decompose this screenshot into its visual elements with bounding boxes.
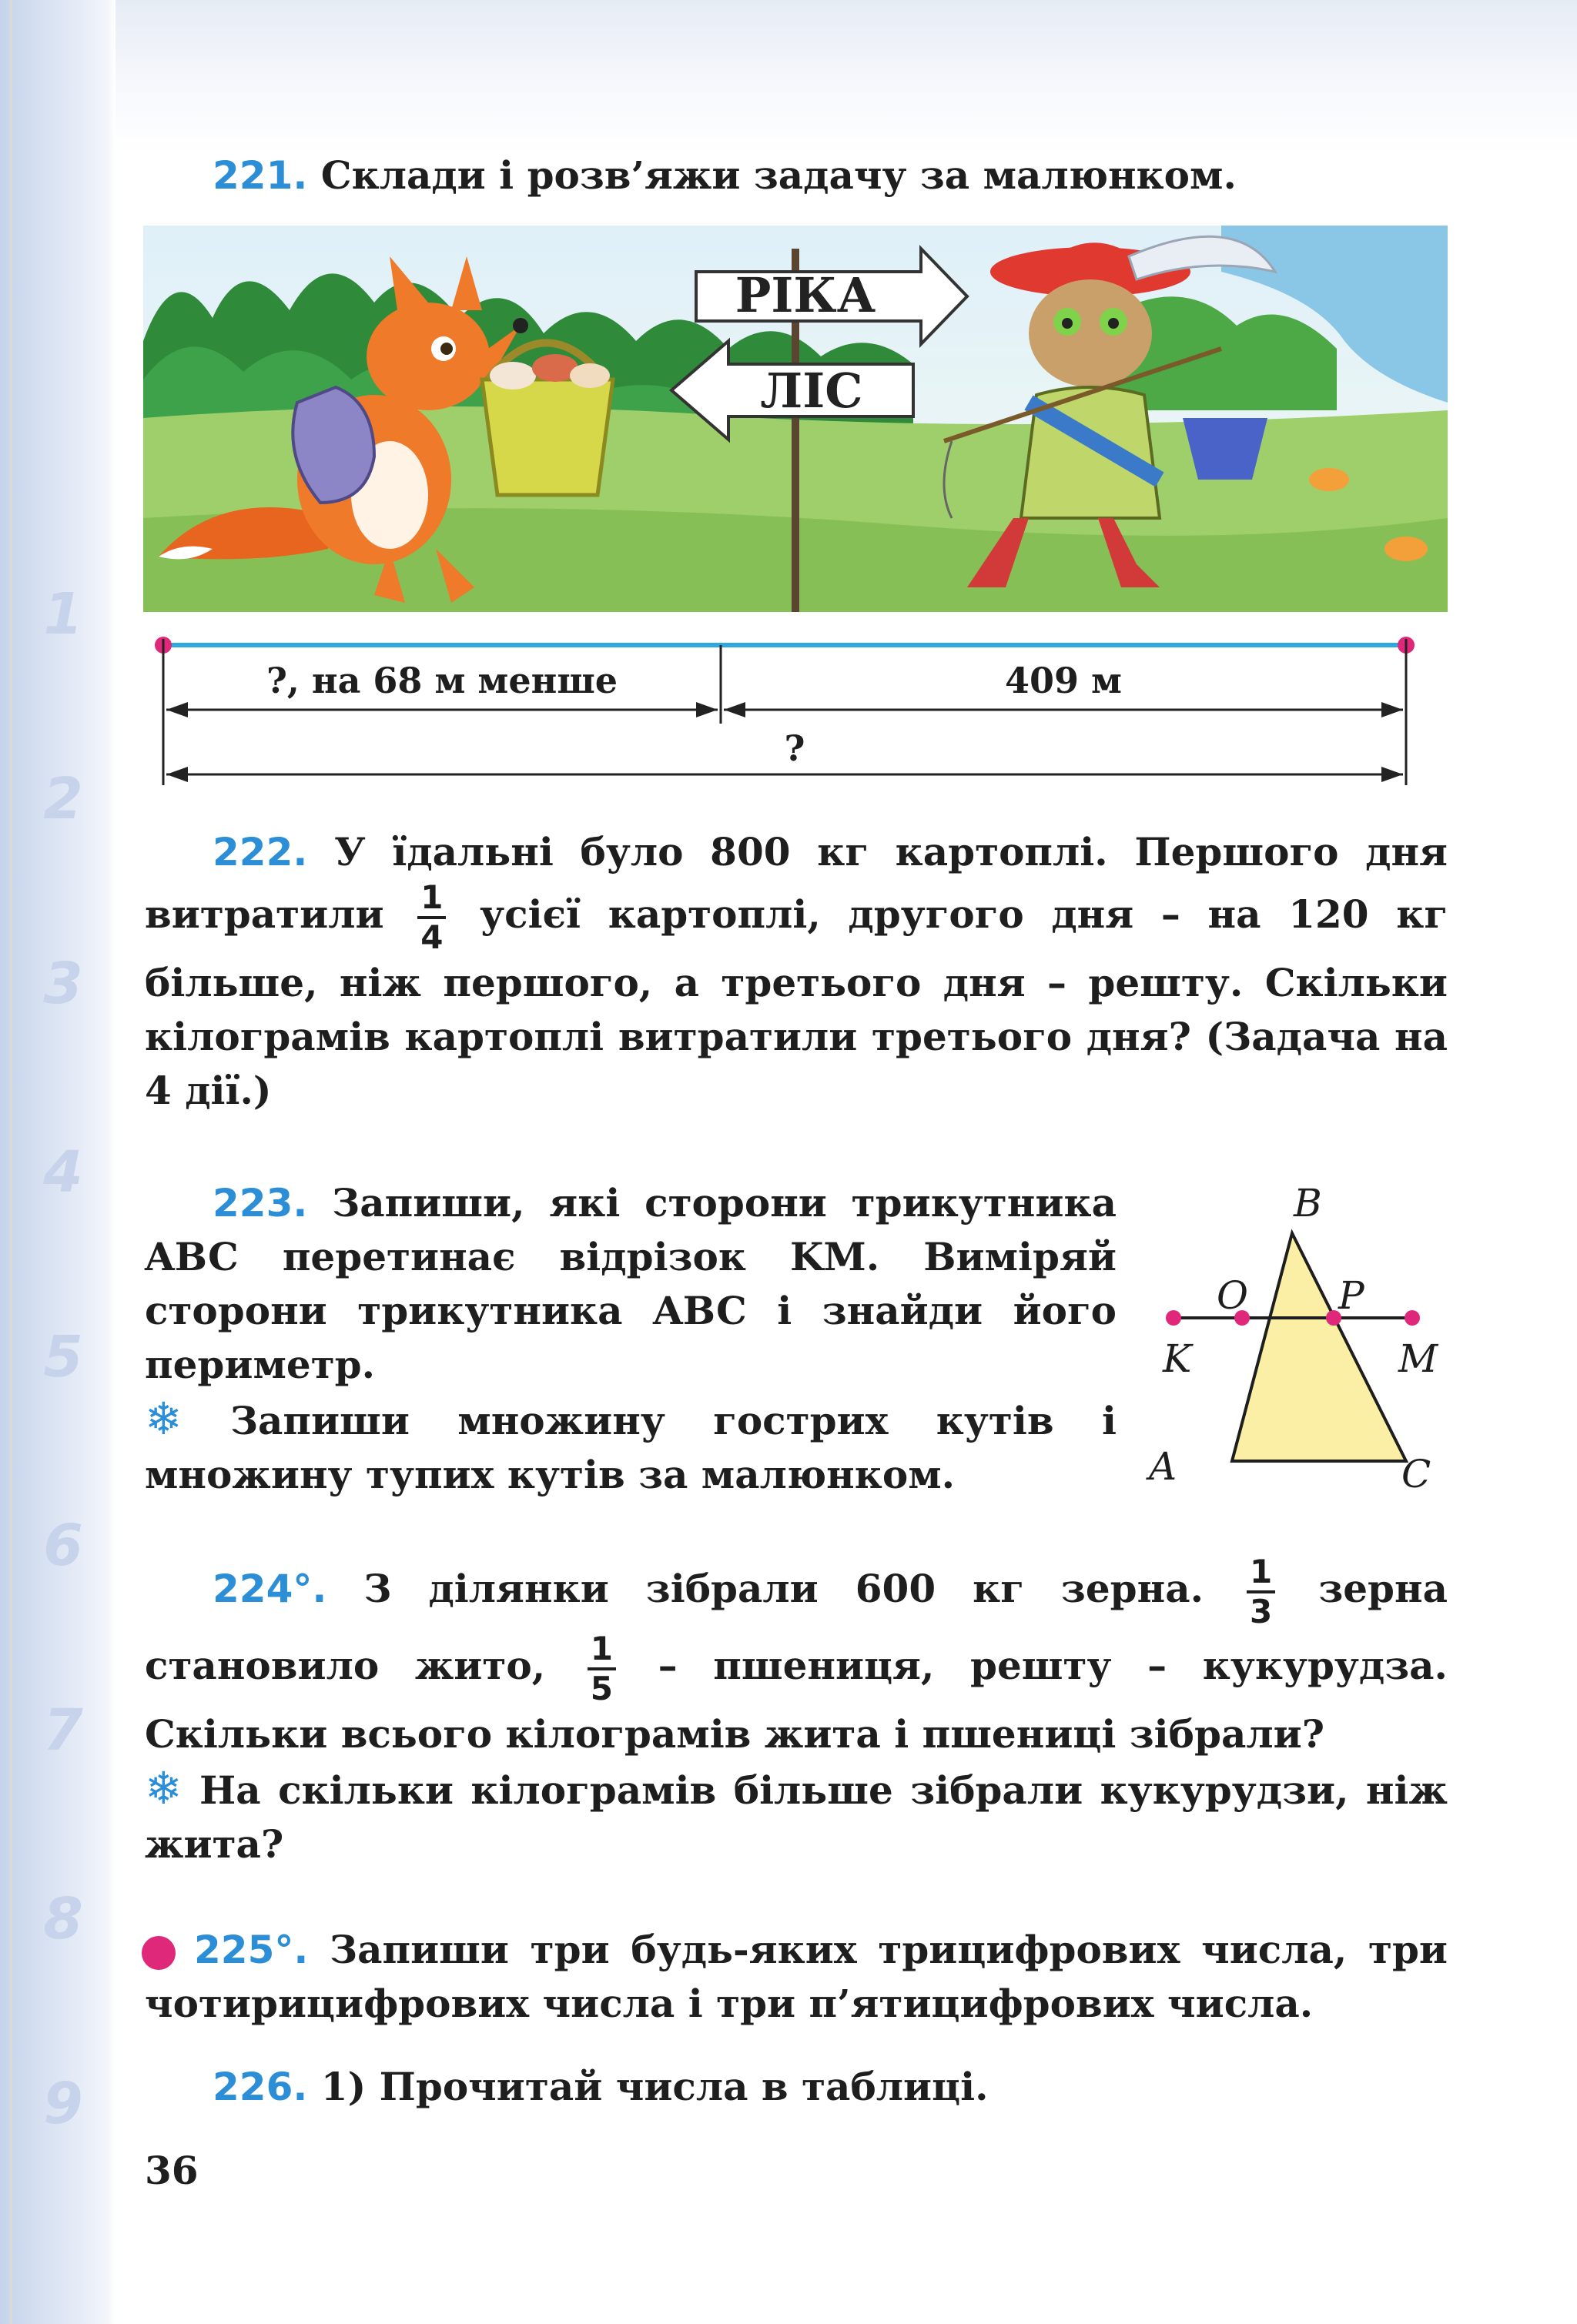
margin-digit: 3 <box>43 951 83 1017</box>
task-223 <box>145 1176 1117 1502</box>
label-b: B <box>1294 1181 1322 1226</box>
margin-digit: 9 <box>43 2071 83 2137</box>
arrow-head <box>166 702 188 717</box>
river-sign-label: РІКА <box>735 267 876 323</box>
segment-diagram <box>143 624 1448 801</box>
triangle-figure <box>1132 1178 1471 1516</box>
task-text-part: З ділянки зібрали 600 кг зерна. <box>363 1566 1204 1611</box>
task-text: 1) Прочитай числа в таблиці. <box>320 2064 989 2109</box>
task-text-part: зерна становило жито, <box>145 1566 1448 1688</box>
arrow-head <box>696 702 718 717</box>
page-number: 36 <box>145 2148 199 2193</box>
task-226 <box>145 2060 1448 2114</box>
arrow-head <box>724 702 745 717</box>
label-p: P <box>1338 1273 1364 1318</box>
point-m <box>1405 1310 1420 1326</box>
task-224 <box>145 1553 1448 1871</box>
task-text: Склади і розв’яжи задачу за малюнком. <box>320 152 1237 198</box>
margin-digit: 4 <box>43 1139 83 1205</box>
task-number: 226. <box>213 2065 308 2109</box>
fraction-denominator: 3 <box>1250 1593 1273 1630</box>
label-a: A <box>1149 1444 1177 1489</box>
fraction <box>588 1630 616 1707</box>
task-number: 222. <box>213 830 308 874</box>
fox-and-cat-illustration <box>143 226 1448 612</box>
fraction-numerator: 1 <box>1247 1553 1275 1593</box>
task-text-part: – пшениця, решту – кукурудза. Скільки всього кілограмів жита і пшениці зібрали? <box>145 1643 1448 1757</box>
margin-digit: 5 <box>43 1324 83 1390</box>
fraction-denominator: 4 <box>420 918 444 956</box>
task-number: 224°. <box>213 1567 327 1611</box>
margin-digit: 2 <box>43 766 83 832</box>
task-text: Запиши три будь-яких трицифрових числа, три чотирицифрових числа і три п’ятицифрових числа. <box>145 1927 1448 2026</box>
point-k <box>1166 1310 1181 1326</box>
triangle-abc <box>1232 1233 1406 1461</box>
task-number: 223. <box>213 1181 308 1226</box>
label-m: M <box>1398 1336 1438 1381</box>
label-o: O <box>1217 1273 1248 1318</box>
task-222 <box>145 825 1448 1118</box>
fraction-denominator: 5 <box>590 1670 613 1707</box>
task-text-part: У їдальні було 800 кг картоплі. Першого дня витратили <box>145 829 1448 937</box>
label-c: C <box>1401 1452 1431 1496</box>
margin-digit: 7 <box>43 1697 83 1764</box>
arrow-head <box>1381 702 1403 717</box>
mushroom-basket <box>482 343 613 495</box>
task-number: 225°. <box>194 1928 309 1972</box>
task-225 <box>145 1923 1448 2031</box>
fraction-numerator: 1 <box>417 879 446 919</box>
task-221 <box>145 149 1448 202</box>
fraction <box>1247 1553 1275 1630</box>
left-part-label: ?, на 68 м менше <box>266 660 618 701</box>
forest-sign-label: ЛІС <box>760 363 863 419</box>
margin-digit: 1 <box>43 581 83 647</box>
snowflake-icon: ❄ <box>145 1393 182 1445</box>
snowflake-icon: ❄ <box>145 1762 182 1814</box>
margin-digit: 8 <box>43 1886 83 1952</box>
task-text: Запиши, які сторони трикутника ABC перетинає відрізок KM. Виміряй сторони трикутника ABC і знайди його периметр. <box>145 1180 1117 1387</box>
fraction <box>417 879 446 956</box>
task-text-part: усієї картоплі, другого дня – на 120 кг більше, ніж першого, а третього дня – решту. Скільки кілограмів картоплі витратили третього дня? (Задача на 4 дії.) <box>145 891 1448 1113</box>
fraction-numerator: 1 <box>588 1630 616 1670</box>
margin-digit: 6 <box>43 1513 83 1579</box>
right-part-label: 409 м <box>1005 660 1122 701</box>
task-number: 221. <box>213 153 308 198</box>
arrow-head <box>1381 767 1403 782</box>
arrow-head <box>166 767 188 782</box>
task-extra: На скільки кілограмів більше зібрали кукурудзи, ніж жита? <box>145 1767 1448 1867</box>
page-edge <box>9 0 12 2324</box>
label-k: K <box>1163 1336 1192 1381</box>
task-extra: Запиши множину гострих кутів і множину тупих кутів за малюнком. <box>145 1398 1117 1497</box>
total-label: ? <box>784 727 805 769</box>
marker-dot-icon <box>142 1936 176 1970</box>
